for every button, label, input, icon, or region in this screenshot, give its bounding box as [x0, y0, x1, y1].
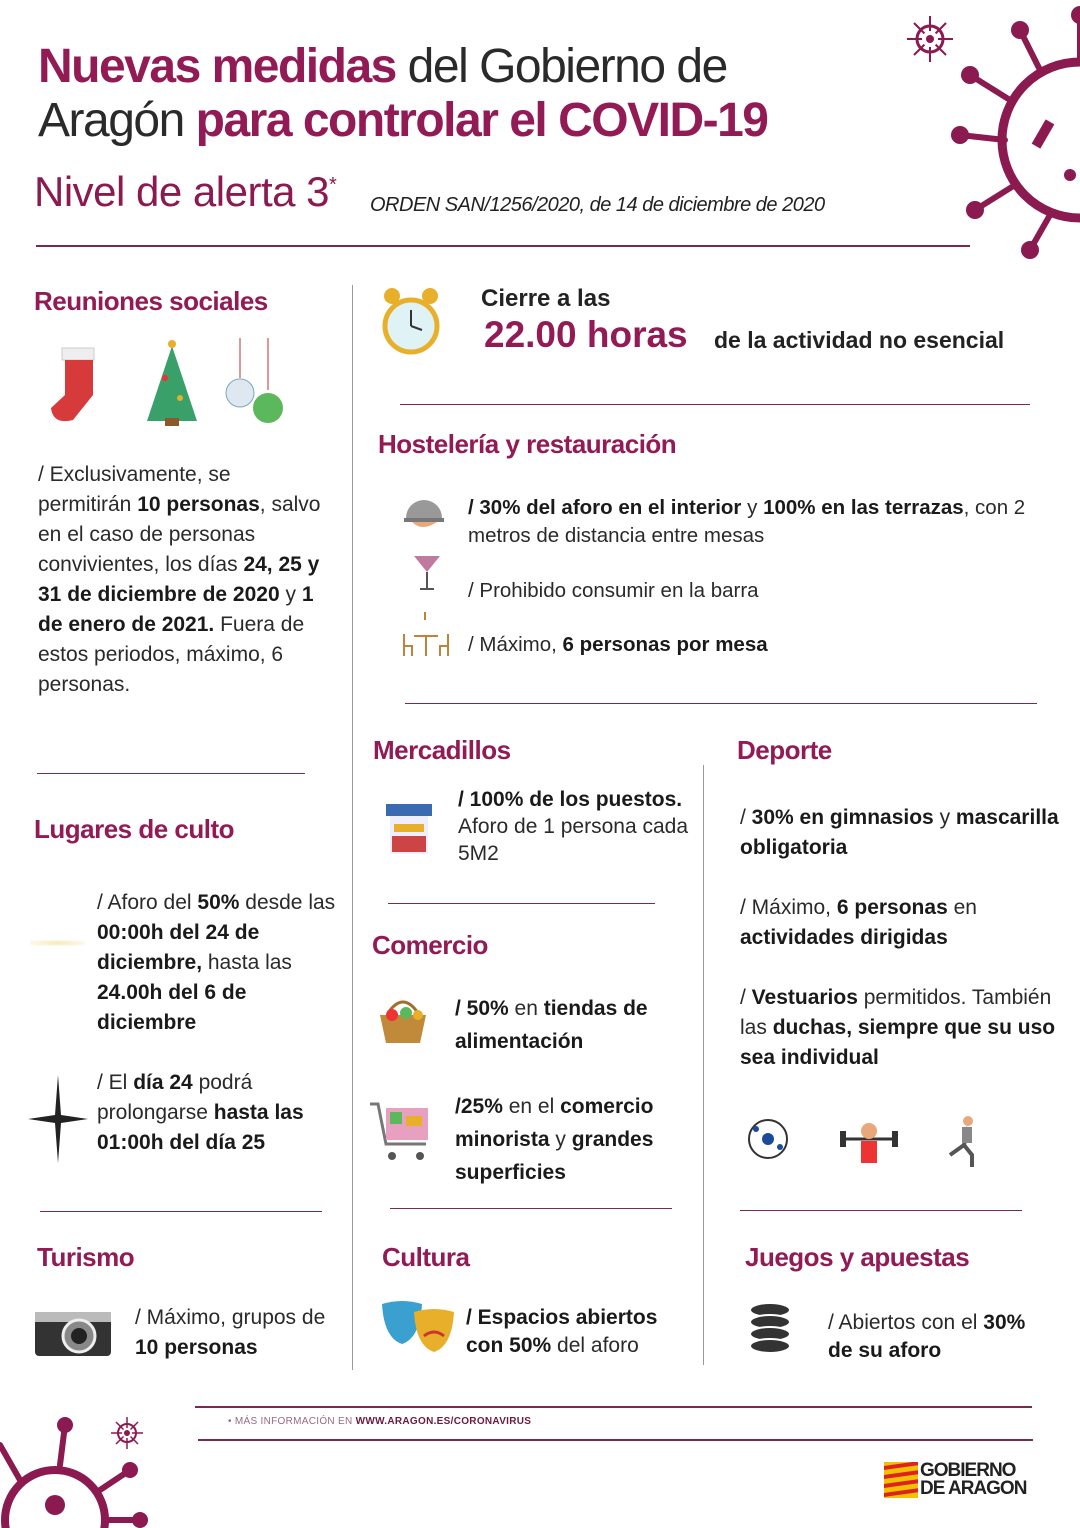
cocktail-icon: [412, 550, 442, 595]
divider: [198, 1439, 1033, 1441]
juegos-text: [828, 1309, 1048, 1365]
hosteleria-item-3: [468, 630, 768, 660]
section-title-deporte: Deporte: [737, 735, 832, 765]
runner-icon: [950, 1116, 973, 1167]
shopping-cart-icon: [368, 1100, 434, 1166]
culto-text-2: [97, 1068, 347, 1158]
section-title-reuniones: Reuniones sociales: [34, 286, 268, 316]
text-segment: del Gobierno de: [395, 40, 727, 93]
column-divider: [352, 285, 353, 1370]
camera-icon: [35, 1308, 111, 1356]
deporte-item-3: [740, 983, 1060, 1073]
column-divider: [703, 765, 704, 1365]
poker-chips-icon: [746, 1300, 794, 1360]
text-segment: / Abiertos con el: [828, 1311, 984, 1334]
closing-hours: 22.00 horas: [484, 314, 688, 355]
bold-text-segment: 24, 25 y 31 de diciembre de 2020: [38, 553, 320, 606]
more-info-link[interactable]: WWW.ARAGON.ES/CORONAVIRUS: [355, 1416, 532, 1427]
weightlifter-icon: [840, 1123, 898, 1163]
bold-text-segment: 30% de su aforo: [828, 1311, 1026, 1362]
text-segment: del aforo: [551, 1334, 639, 1357]
bold-text-segment: Vestuarios: [751, 986, 858, 1009]
divider: [37, 773, 305, 774]
text-segment: / El: [97, 1071, 134, 1094]
text-segment: y: [549, 1128, 572, 1151]
bold-text-segment: / 100% de los puestos.: [458, 788, 683, 811]
deporte-item-2: [740, 893, 1060, 953]
section-title-hosteleria: Hostelería y restauración: [378, 429, 677, 459]
divider: [740, 1210, 1022, 1211]
text-segment: y: [279, 583, 302, 606]
divider: [195, 1406, 1032, 1408]
bold-text-segment: hasta las 01:00h del día 25: [97, 1101, 304, 1154]
more-info: • MÁS INFORMACIÓN EN WWW.ARAGON.ES/CORONAVIRUS: [228, 1416, 532, 1427]
section-title-culto: Lugares de culto: [34, 814, 235, 844]
glow-icon: [30, 940, 85, 946]
bold-text-segment: / 30% del aforo en el interior: [468, 496, 742, 519]
bold-text-segment: 1 de enero de 2021.: [38, 583, 314, 636]
text-segment: , con 2 metros de distancia entre mesas: [468, 496, 1026, 547]
divider: [400, 404, 1030, 405]
section-title-comercio: Comercio: [372, 930, 488, 960]
bold-text-segment: / Espacios abiertos con 50%: [466, 1306, 658, 1357]
christmas-tree-icon: [147, 340, 197, 426]
table-chairs-icon: [402, 612, 450, 660]
logo-text-1: GOBIERNO: [920, 1460, 1016, 1481]
bold-text-segment: 24.00h del 6 de diciembre: [97, 981, 247, 1034]
comercio-item-1: [455, 992, 695, 1058]
text-segment: y: [741, 496, 764, 519]
text-segment: y: [933, 806, 956, 829]
turismo-text: [135, 1303, 345, 1363]
sparkle-star-icon: [28, 1075, 88, 1163]
divider: [390, 1208, 672, 1209]
divider: [36, 245, 970, 247]
more-info-label: MÁS INFORMACIÓN EN: [234, 1416, 356, 1427]
small-virus-icon: [110, 1416, 144, 1450]
text-segment: Aragón: [38, 94, 196, 147]
bold-text-segment: 10 personas: [137, 493, 260, 516]
text-segment: / Prohibido consumir en la barra: [468, 579, 759, 602]
title-line-2: [38, 94, 767, 148]
deporte-item-1: [740, 803, 1060, 863]
text-segment: desde las: [239, 891, 336, 914]
bold-text-segment: tiendas de alimentación: [455, 997, 648, 1053]
text-segment: / Máximo, grupos de: [135, 1306, 326, 1329]
bold-text-segment: 10 personas: [135, 1336, 258, 1359]
hosteleria-item-2: [468, 576, 759, 606]
closing-scope: de la actividad no esencial: [714, 327, 1005, 353]
title-line-1: [38, 40, 727, 94]
small-virus-icon: [905, 14, 955, 64]
logo-text-2: DE ARAGON: [920, 1478, 1027, 1499]
text-segment: , salvo en el caso de personas convivientes, los días: [38, 493, 321, 576]
comercio-item-2: [455, 1090, 695, 1189]
text-segment: podrá prolongarse: [97, 1071, 253, 1124]
asterisk: *: [329, 174, 337, 196]
bold-text-segment: 00:00h del 24 de diciembre,: [97, 921, 260, 974]
christmas-icons: [40, 338, 290, 428]
serving-cloche-icon: [402, 492, 446, 532]
text-segment: / Aforo del: [97, 891, 198, 914]
order-reference: ORDEN SAN/1256/2020, de 14 de diciembre de 2020: [370, 194, 825, 216]
text-segment: Aforo de 1 persona cada 5M2: [458, 815, 688, 865]
bold-text-segment: comercio minorista: [455, 1095, 654, 1151]
text-segment: / Máximo,: [468, 633, 563, 656]
section-title-juegos: Juegos y apuestas: [745, 1242, 970, 1272]
bold-text-segment: mascarilla obligatoria: [740, 806, 1059, 859]
ornaments-icon: [226, 338, 283, 423]
cultura-text: [466, 1304, 696, 1360]
stocking-icon: [51, 348, 94, 421]
bold-text-segment: para controlar el COVID-19: [195, 94, 768, 147]
mercadillos-text: [458, 786, 688, 867]
text-segment: permitidos. También las: [740, 986, 1052, 1039]
text-segment: /: [740, 806, 752, 829]
bold-text-segment: / 50%: [455, 997, 509, 1020]
text-segment: / Máximo,: [740, 896, 837, 919]
bold-text-segment: /25%: [455, 1095, 503, 1118]
soccer-ball-icon: [749, 1120, 787, 1158]
market-stall-icon: [384, 802, 434, 856]
section-title-mercadillos: Mercadillos: [373, 735, 511, 765]
section-title-cultura: Cultura: [382, 1242, 470, 1272]
bold-text-segment: 6 personas por mesa: [562, 633, 768, 656]
text-segment: hasta las: [202, 951, 292, 974]
bold-text-segment: grandes superficies: [455, 1128, 654, 1184]
bold-text-segment: duchas, siempre que su uso sea individual: [740, 1016, 1056, 1069]
section-title-turismo: Turismo: [37, 1242, 135, 1272]
culto-text-1: [97, 888, 347, 1038]
bold-text-segment: 100% en las terrazas: [763, 496, 964, 519]
gobierno-aragon-logo: [884, 1462, 1026, 1498]
text-segment: en: [508, 997, 544, 1020]
closing-label: Cierre a las: [481, 285, 611, 312]
reuniones-text: [38, 460, 328, 700]
text-segment: / Exclusivamente, se permitirán: [38, 463, 231, 516]
bold-text-segment: 50%: [197, 891, 240, 914]
text-segment: en: [947, 896, 977, 919]
aragon-flag-icon: [884, 1462, 918, 1498]
alarm-clock-icon: [380, 284, 442, 358]
alert-level: [34, 168, 336, 216]
divider: [388, 903, 655, 904]
divider: [40, 1211, 322, 1212]
bold-text-segment: Nuevas medidas: [38, 40, 396, 93]
bold-text-segment: día 24: [133, 1071, 193, 1094]
divider: [405, 703, 1037, 704]
sport-icons: [746, 1115, 986, 1170]
bold-text-segment: 30% en gimnasios: [751, 806, 934, 829]
text-segment: Fuera de estos periodos, máximo, 6 personas.: [38, 613, 305, 696]
theater-masks-icon: [380, 1300, 458, 1356]
hosteleria-item-1: [468, 494, 1038, 550]
text-segment: /: [740, 986, 752, 1009]
text-segment: en el: [502, 1095, 561, 1118]
bold-text-segment: actividades dirigidas: [740, 926, 948, 949]
bold-text-segment: 6 personas: [836, 896, 948, 919]
grocery-basket-icon: [376, 993, 430, 1047]
alert-level-text: Nivel de alerta 3: [34, 168, 329, 215]
